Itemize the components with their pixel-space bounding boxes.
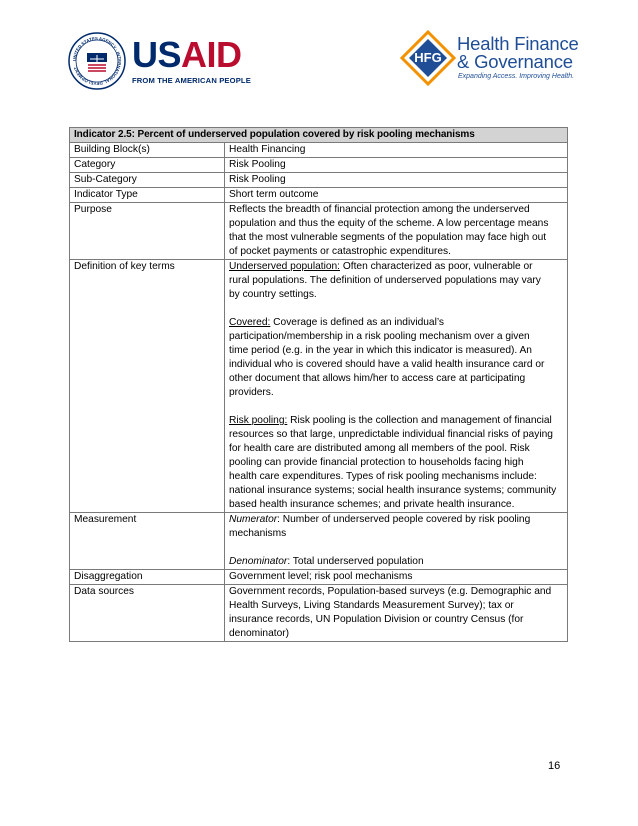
table-row	[70, 158, 568, 173]
row-label: Category	[70, 158, 225, 173]
term-risk-pooling: Risk pooling:	[229, 415, 288, 426]
usaid-seal-icon	[68, 32, 126, 90]
row-label: Sub-Category	[70, 173, 225, 188]
row-label: Definition of key terms	[70, 260, 225, 513]
hfg-title-line2: & Governance	[457, 51, 573, 72]
svg-text:HFG: HFG	[414, 50, 442, 65]
row-value: Risk Pooling	[225, 173, 568, 188]
table-row	[70, 585, 568, 642]
table-title-row	[70, 128, 568, 143]
svg-text:UNITED STATES AGENCY · INTERNA: UNITED STATES AGENCY · INTERNATIONAL DEVELOPMENT	[71, 35, 123, 87]
term-denominator: Denominator	[229, 556, 288, 567]
row-value: Short term outcome	[225, 188, 568, 203]
row-label: Purpose	[70, 203, 225, 260]
row-label: Indicator Type	[70, 188, 225, 203]
table-row	[70, 188, 568, 203]
row-value: Risk Pooling	[225, 158, 568, 173]
row-label: Disaggregation	[70, 570, 225, 585]
table-row	[70, 203, 568, 260]
hfg-mark-icon	[400, 30, 456, 86]
measurement-text: Numerator: Number of underserved people covered by risk pooling mechanisms Denominator: Total underserved population	[225, 513, 568, 570]
purpose-text: Reflects the breadth of financial protection among the underserved population and thus the equity of the scheme. A low percentage means that the most vulnerable segments of the population may face high out of pocket payments or catastrophic expenditures.	[225, 203, 568, 260]
table-row	[70, 173, 568, 188]
indicator-title: Indicator 2.5: Percent of underserved population covered by risk pooling mechanisms	[70, 128, 568, 143]
usaid-tagline: FROM THE AMERICAN PEOPLE	[132, 76, 251, 85]
hfg-logo	[400, 28, 580, 90]
indicator-table	[69, 127, 568, 642]
page-number: 16	[548, 760, 561, 772]
hfg-tagline: Expanding Access. Improving Health.	[458, 73, 575, 80]
term-numerator: Numerator	[229, 514, 278, 525]
table-row	[70, 513, 568, 570]
data-sources-text: Government records, Population-based surveys (e.g. Demographic and Health Surveys, Living Standards Measurement Survey); tax or insurance records, UN Population Division or country Census (for denominator)	[225, 585, 568, 642]
hfg-title-line1: Health Finance	[457, 33, 579, 54]
usaid-wordmark: USAID	[132, 34, 242, 75]
term-covered: Covered:	[229, 317, 271, 328]
row-value: Health Financing	[225, 143, 568, 158]
table-row	[70, 260, 568, 513]
definitions-text: Underserved population: Often characterized as poor, vulnerable or rural populations. The definition of underserved populations may vary by country settings. Covered: Coverage is defined as an individual’s participation/membership in a risk pooling mechanism over a given time period (e.g. in the year in which this indicator is measured). An individual who is covered should have a valid health insurance card or other document that allows him/her to access care at participating providers. Risk pooling: Risk pooling is the collection and management of financial resources so that large, unpredictable individual financial risks of paying for health care are distributed among all members of the pool. Risk pooling can provide financial protection to households facing high health care expenditures. Types of risk pooling mechanisms include: national insurance systems; social health insurance systems; community based health insurance schemes; and private health insurance.	[225, 260, 568, 513]
table-row	[70, 143, 568, 158]
table-row	[70, 570, 568, 585]
row-value: Government level; risk pool mechanisms	[225, 570, 568, 585]
row-label: Measurement	[70, 513, 225, 570]
row-label: Building Block(s)	[70, 143, 225, 158]
term-underserved: Underserved population:	[229, 261, 341, 272]
usaid-logo	[68, 30, 268, 92]
row-label: Data sources	[70, 585, 225, 642]
